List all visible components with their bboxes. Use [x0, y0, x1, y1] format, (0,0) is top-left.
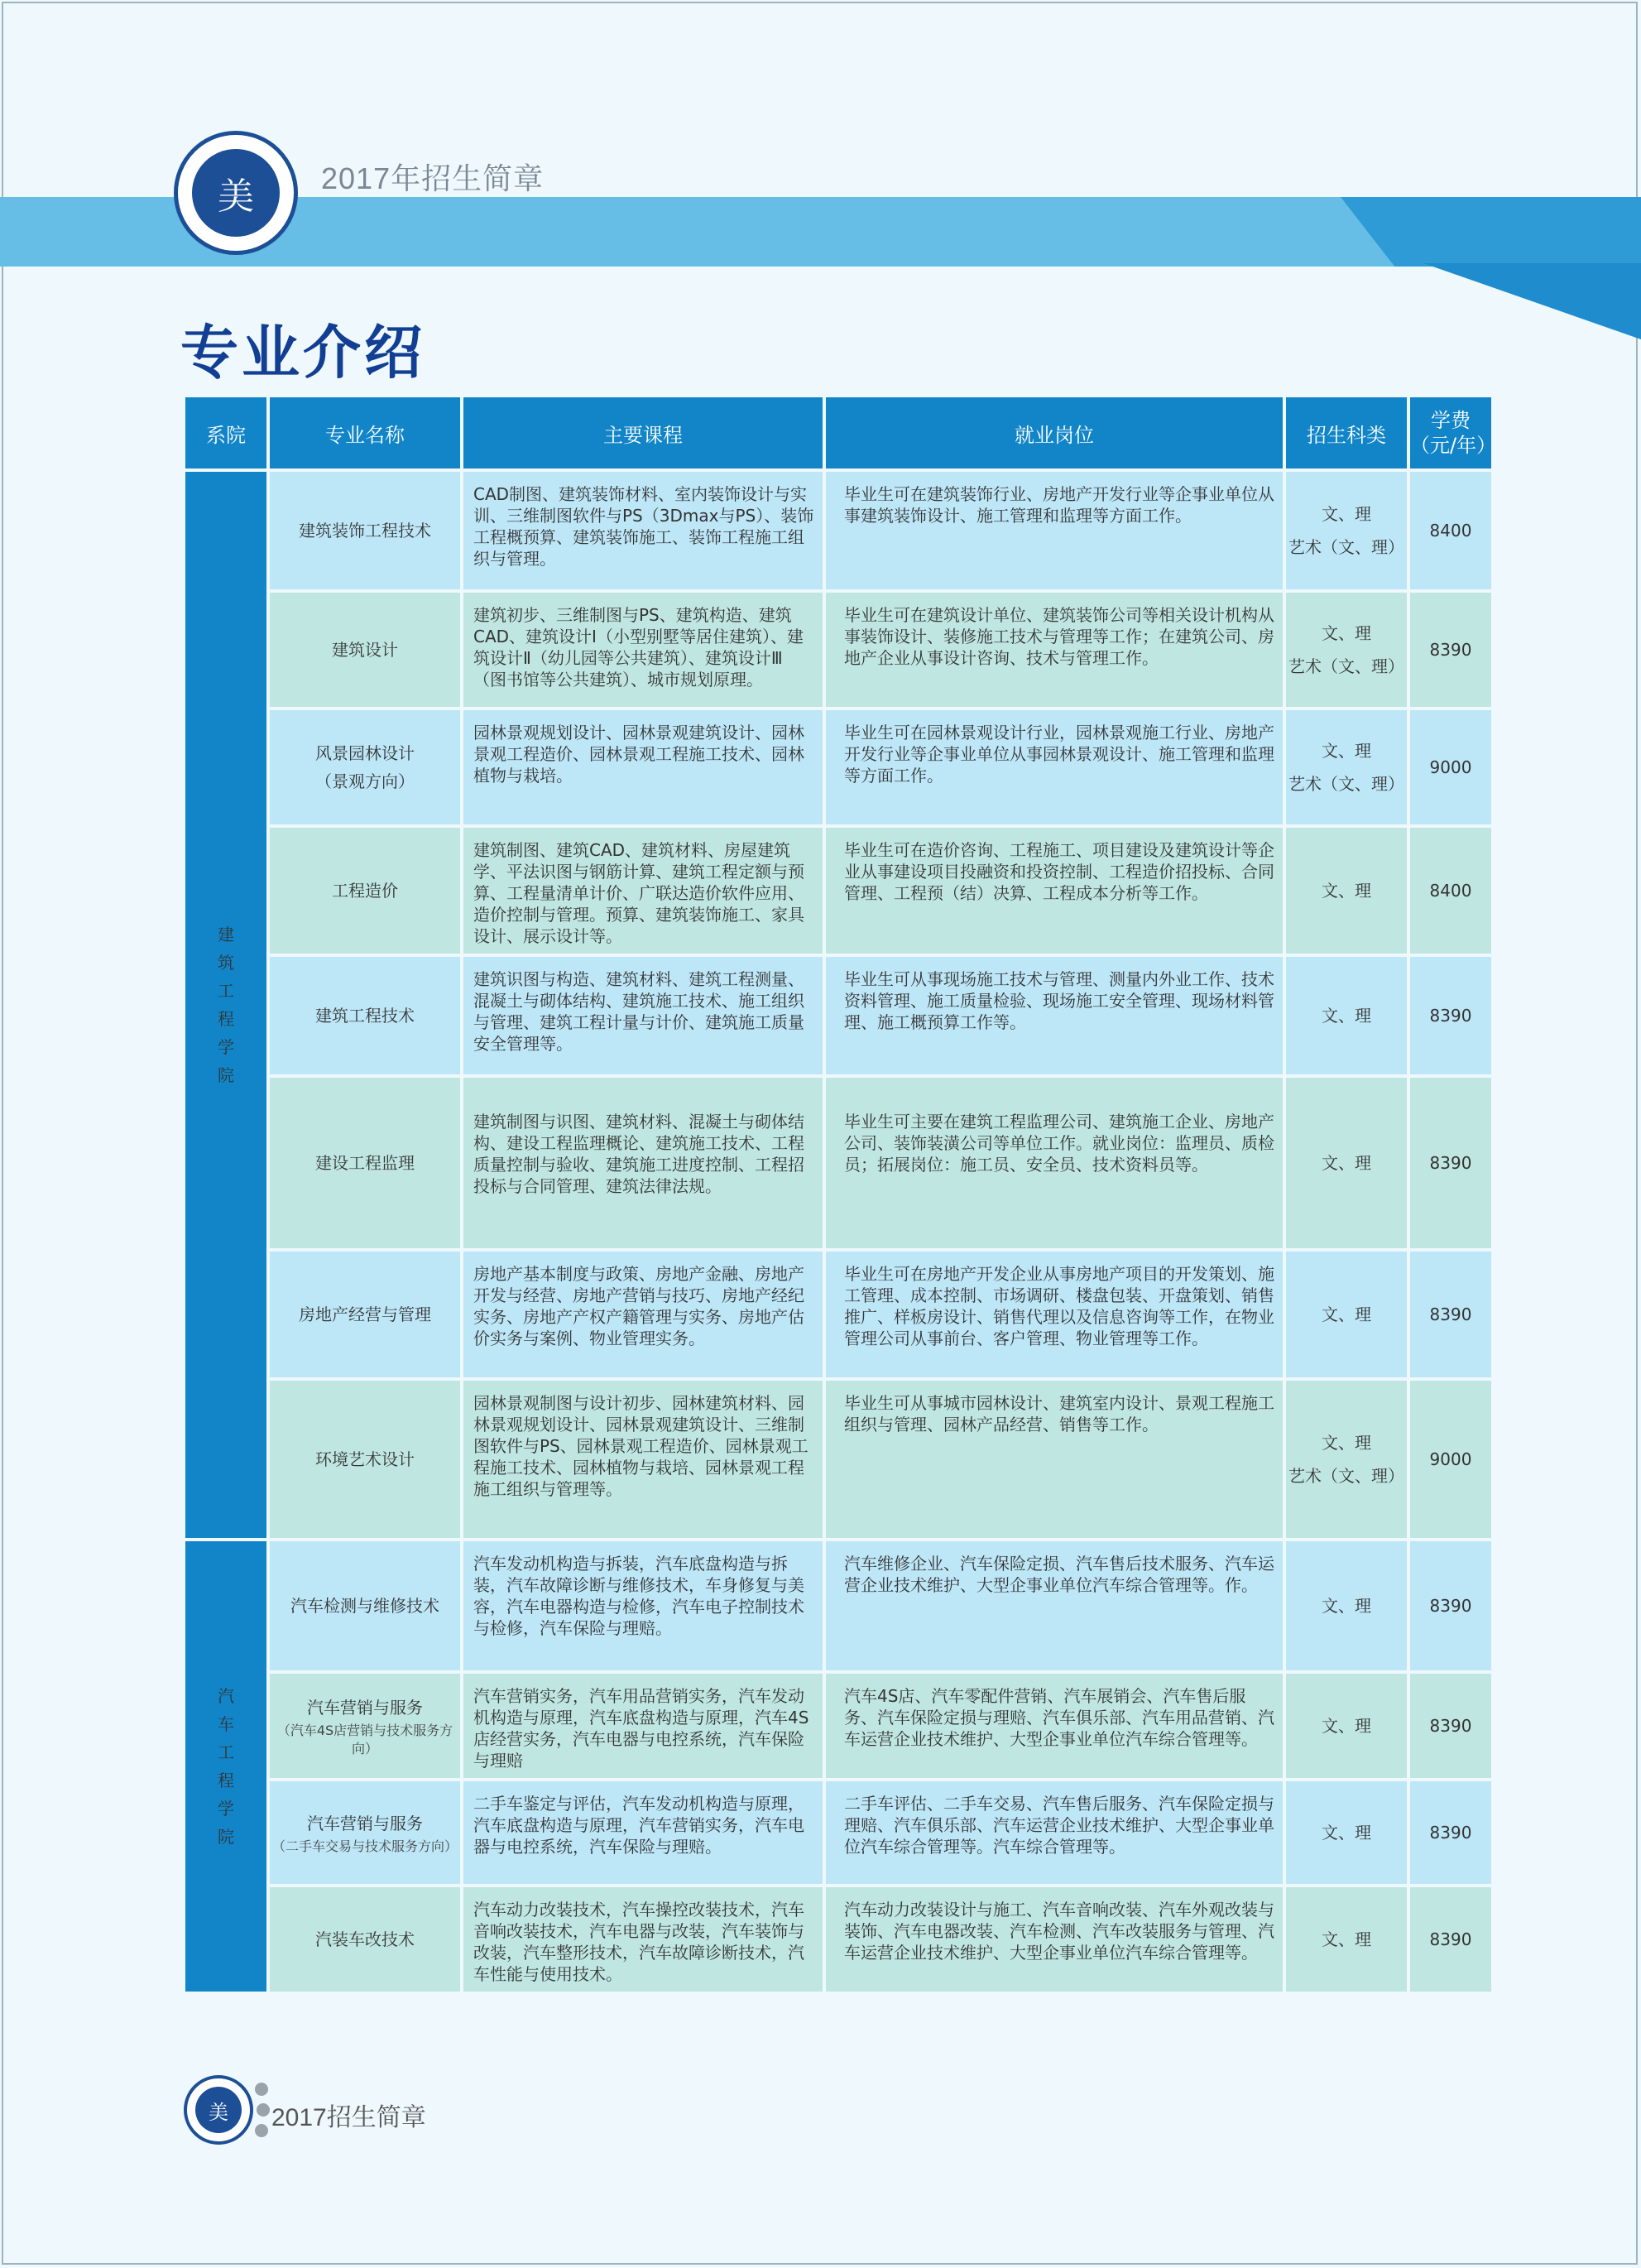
major-fee: 8390	[1410, 1781, 1491, 1884]
major-name	[270, 1252, 460, 1377]
majors-table	[182, 394, 1495, 1995]
major-subject: 文、理	[1286, 1078, 1407, 1248]
footer-dot	[257, 2103, 270, 2117]
major-courses: 建筑制图与识图、建筑材料、混凝土与砌体结构、建设工程监理概论、建筑施工技术、工程质量控制与验收、建筑施工进度控制、工程招投标与合同管理、建筑法律法规。	[463, 1078, 823, 1248]
major-subject: 文、理	[1286, 957, 1407, 1074]
major-fee: 8400	[1410, 472, 1491, 589]
major-fee: 8390	[1410, 1674, 1491, 1778]
major-jobs: 毕业生可在房地产开发企业从事房地产项目的开发策划、施工管理、成本控制、市场调研、楼盘包装、开盘策划、销售推广、样板房设计、销售代理以及信息咨询等工作，在物业管理公司从事前台、客户管理、物业管理等工作。	[826, 1252, 1283, 1377]
major-name-text: 建设工程监理	[315, 1153, 415, 1173]
table-row	[185, 1078, 1491, 1248]
major-jobs: 毕业生可从事现场施工技术与管理、测量内外业工作、技术资料管理、施工质量检验、现场施工安全管理、现场材料管理、施工概预算工作等。	[826, 957, 1283, 1074]
major-fee: 8390	[1410, 1252, 1491, 1377]
major-courses: 二手车鉴定与评估，汽车发动机构造与原理，汽车底盘构造与原理，汽车营销实务，汽车电器与电控系统，汽车保险与理赔。	[463, 1781, 823, 1884]
major-name	[270, 957, 460, 1074]
major-name	[270, 1781, 460, 1884]
subject-line: 艺术（文、理）	[1288, 537, 1404, 557]
subject-line: 艺术（文、理）	[1288, 774, 1404, 794]
major-subject: 文、理	[1286, 1674, 1407, 1778]
major-name	[270, 1541, 460, 1670]
major-jobs: 毕业生可主要在建筑工程监理公司、建筑施工企业、房地产公司、装饰装潢公司等单位工作。就业岗位：监理员、质检员；拓展岗位：施工员、安全员、技术资料员等。	[826, 1078, 1283, 1248]
major-courses: 汽车动力改装技术，汽车操控改装技术，汽车音响改装技术，汽车电器与改装，汽车装饰与改装，汽车整形技术，汽车故障诊断技术，汽车性能与使用技术。	[463, 1887, 823, 1992]
major-name-text: 建筑工程技术	[315, 1006, 415, 1026]
major-name	[270, 1381, 460, 1538]
major-name-sub: （汽车4S店营销与技术服务方向）	[276, 1723, 453, 1756]
major-name-text: 汽车检测与维修技术	[290, 1596, 439, 1616]
header-fee	[1410, 397, 1497, 468]
footer-logo-emblem: 美	[195, 2087, 242, 2133]
major-name	[270, 710, 460, 824]
major-subject: 文、理	[1286, 828, 1407, 954]
major-fee: 8390	[1410, 957, 1491, 1074]
subject-line: 艺术（文、理）	[1288, 1466, 1404, 1486]
subject-line: 文、理	[1322, 623, 1371, 643]
header-subject: 招生科类	[1286, 397, 1407, 468]
dept-name: 建筑工程学院	[218, 925, 234, 1085]
major-fee: 8390	[1410, 593, 1491, 707]
table-row	[185, 1252, 1491, 1377]
footer-dot	[255, 2124, 268, 2137]
major-name-text: 环境艺术设计	[315, 1449, 415, 1469]
footer-dot	[255, 2083, 268, 2096]
dept-name: 汽车工程学院	[218, 1686, 234, 1847]
major-name	[270, 1674, 460, 1778]
major-courses: 建筑制图、建筑CAD、建筑材料、房屋建筑学、平法识图与钢筋计算、建筑工程定额与预算、工程量清单计价、广联达造价软件应用、造价控制与管理。预算、建筑装饰施工、家具设计、展示设计等。	[463, 828, 823, 954]
major-fee: 8390	[1410, 1541, 1491, 1670]
major-jobs: 汽车动力改装设计与施工、汽车音响改装、汽车外观改装与装饰、汽车电器改装、汽车检测、汽车改装服务与管理、汽车运营企业技术维护、大型企事业单位汽车综合管理等。	[826, 1887, 1283, 1992]
school-logo	[174, 131, 298, 255]
major-jobs: 毕业生可在园林景观设计行业，园林景观施工行业、房地产开发行业等企事业单位从事园林景观设计、施工管理和监理等方面工作。	[826, 710, 1283, 824]
major-courses: 园林景观规划设计、园林景观建筑设计、园林景观工程造价、园林景观工程施工技术、园林植物与栽培。	[463, 710, 823, 824]
major-name-text: 汽车营销与服务	[307, 1698, 423, 1718]
major-jobs: 二手车评估、二手车交易、汽车售后服务、汽车保险定损与理赔、汽车俱乐部、汽车运营企业技术维护、大型企事业单位汽车综合管理等。汽车综合管理等。	[826, 1781, 1283, 1884]
major-fee: 8390	[1410, 1887, 1491, 1992]
major-subject: 文、理	[1286, 1252, 1407, 1377]
header-title: 2017年招生简章	[321, 161, 545, 195]
table-row	[185, 472, 1491, 589]
major-name-text: 建筑装饰工程技术	[299, 521, 431, 541]
page-title: 专业介绍	[180, 319, 425, 387]
major-subject	[1286, 710, 1407, 824]
major-fee: 9000	[1410, 710, 1491, 824]
major-fee: 8400	[1410, 828, 1491, 954]
major-name	[270, 1078, 460, 1248]
table-row	[185, 828, 1491, 954]
table-row	[185, 1887, 1491, 1992]
table-row	[185, 1674, 1491, 1778]
major-subject	[1286, 472, 1407, 589]
header-major-name: 专业名称	[270, 397, 460, 468]
major-courses: 建筑初步、三维制图与PS、建筑构造、建筑CAD、建筑设计Ⅰ（小型别墅等居住建筑）、建筑设计Ⅱ（幼儿园等公共建筑）、建筑设计Ⅲ（图书馆等公共建筑）、城市规划原理。	[463, 593, 823, 707]
subject-line: 艺术（文、理）	[1288, 656, 1404, 676]
header-courses: 主要课程	[463, 397, 823, 468]
dept-cell-architecture	[185, 472, 266, 1538]
table-row	[185, 1381, 1491, 1538]
header-fee-line1: 学费	[1431, 409, 1471, 432]
subject-line: 文、理	[1322, 1433, 1371, 1453]
major-name-text: 汽装车改技术	[315, 1929, 415, 1949]
major-courses: CAD制图、建筑装饰材料、室内装饰设计与实训、三维制图软件与PS（3Dmax与PS）、装饰工程概预算、建筑装饰施工、装饰工程施工组织与管理。	[463, 472, 823, 589]
header-fee-line2: （元/年）	[1410, 434, 1497, 457]
major-fee: 9000	[1410, 1381, 1491, 1538]
table-row	[185, 1541, 1491, 1670]
major-name	[270, 1887, 460, 1992]
table-header-row	[185, 397, 1491, 468]
major-jobs: 毕业生可在建筑装饰行业、房地产开发行业等企事业单位从事建筑装饰设计、施工管理和监理等方面工作。	[826, 472, 1283, 589]
major-name	[270, 593, 460, 707]
major-name-text: 工程造价	[332, 881, 398, 901]
header-jobs: 就业岗位	[826, 397, 1283, 468]
major-subject	[1286, 1381, 1407, 1538]
major-courses: 建筑识图与构造、建筑材料、建筑工程测量、混凝土与砌体结构、建筑施工技术、施工组织与管理、建筑工程计量与计价、建筑施工质量安全管理等。	[463, 957, 823, 1074]
major-courses: 汽车发动机构造与拆装，汽车底盘构造与拆装，汽车故障诊断与维修技术，车身修复与美容，汽车电器构造与检修，汽车电子控制技术与检修，汽车保险与理赔。	[463, 1541, 823, 1670]
major-jobs: 毕业生可从事城市园林设计、建筑室内设计、景观工程施工组织与管理、园林产品经营、销售等工作。	[826, 1381, 1283, 1538]
table-row	[185, 957, 1491, 1074]
subject-line: 文、理	[1322, 741, 1371, 761]
footer-logo	[184, 2075, 253, 2145]
major-name-text: 房地产经营与管理	[299, 1305, 431, 1324]
major-subject: 文、理	[1286, 1541, 1407, 1670]
table-row	[185, 593, 1491, 707]
major-fee: 8390	[1410, 1078, 1491, 1248]
table-row	[185, 710, 1491, 824]
major-courses: 房地产基本制度与政策、房地产金融、房地产开发与经营、房地产营销与技巧、房地产经纪实务、房地产产权产籍管理与实务、房地产估价实务与案例、物业管理实务。	[463, 1252, 823, 1377]
footer-title: 2017招生简章	[271, 2104, 426, 2131]
dept-cell-automotive	[185, 1541, 266, 1992]
major-subject: 文、理	[1286, 1781, 1407, 1884]
major-name	[270, 472, 460, 589]
major-jobs: 毕业生可在造价咨询、工程施工、项目建设及建筑设计等企业从事建设项目投融资和投资控制、工程造价招投标、合同管理、工程预（结）决算、工程成本分析等工作。	[826, 828, 1283, 954]
major-subject	[1286, 593, 1407, 707]
major-jobs: 汽车4S店、汽车零配件营销、汽车展销会、汽车售后服务、汽车保险定损与理赔、汽车俱乐部、汽车用品营销、汽车运营企业技术维护、大型企事业单位汽车综合管理等。	[826, 1674, 1283, 1778]
table-row	[185, 1781, 1491, 1884]
major-subject: 文、理	[1286, 1887, 1407, 1992]
major-name	[270, 828, 460, 954]
major-jobs: 毕业生可在建筑设计单位、建筑装饰公司等相关设计机构从事装饰设计、装修施工技术与管理等工作；在建筑公司、房地产企业从事设计咨询、技术与管理工作。	[826, 593, 1283, 707]
major-name-sub: （二手车交易与技术服务方向）	[271, 1838, 458, 1854]
major-courses: 园林景观制图与设计初步、园林建筑材料、园林景观规划设计、园林景观建筑设计、三维制图软件与PS、园林景观工程造价、园林景观工程施工技术、园林植物与栽培、园林景观工程施工组织与管理等。	[463, 1381, 823, 1538]
header-dept: 系院	[185, 397, 266, 468]
major-name-sub: （景观方向）	[315, 771, 415, 791]
major-courses: 汽车营销实务，汽车用品营销实务，汽车发动机构造与原理，汽车底盘构造与原理，汽车4S店经营实务，汽车电器与电控系统，汽车保险与理赔	[463, 1674, 823, 1778]
school-logo-emblem: 美	[192, 149, 280, 237]
major-name-text: 汽车营销与服务	[307, 1814, 423, 1833]
subject-line: 文、理	[1322, 504, 1371, 524]
major-name-text: 风景园林设计	[315, 743, 415, 763]
major-jobs: 汽车维修企业、汽车保险定损、汽车售后技术服务、汽车运营企业技术维护、大型企事业单位汽车综合管理等。作。	[826, 1541, 1283, 1670]
major-name-text: 建筑设计	[332, 640, 398, 660]
